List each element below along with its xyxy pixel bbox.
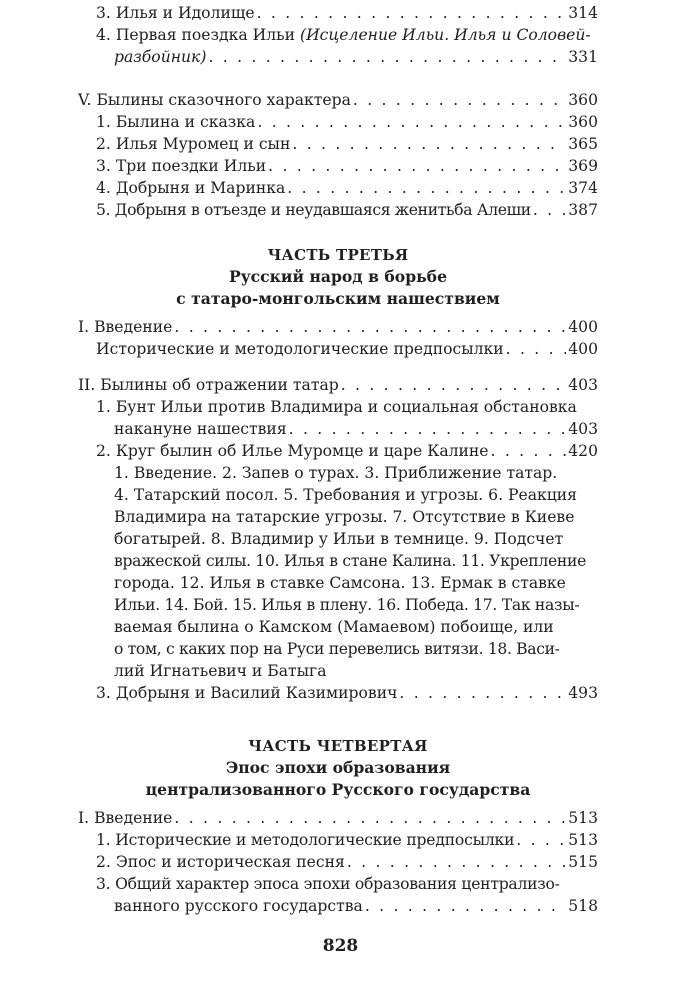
dot-leader	[506, 338, 567, 360]
part-title: Русский народ в борьбе	[228, 267, 448, 286]
toc-section-heading: II. Былины об отражении татар . . . 403	[78, 374, 598, 396]
dot-leader	[268, 155, 566, 177]
toc-section-heading: I. Введение . . . 513	[78, 807, 598, 829]
part-label: ЧАСТЬ ЧЕТВЕРТАЯ	[248, 737, 428, 755]
toc-part3-sec2	[78, 374, 598, 704]
dot-leader	[341, 374, 567, 396]
dot-leader	[257, 2, 567, 24]
toc-entry: 1. Бунт Ильи против Владимира и социальная обстановка накануне нашествия . . . 403	[78, 396, 598, 440]
dot-leader	[208, 46, 566, 68]
dot-leader	[174, 316, 566, 338]
dot-leader	[257, 111, 566, 133]
part-title: централизованного Русского государства	[145, 780, 531, 799]
toc-section-heading: V. Былины сказочного характера . . . 360	[78, 89, 598, 111]
part-title: с татаро-монгольским нашествием	[176, 289, 500, 308]
dot-leader	[516, 829, 566, 851]
toc-part3	[78, 316, 598, 360]
toc-entry: 3. Добрыня и Василий Казимирович . . . 493	[78, 682, 598, 704]
toc-subsections-paragraph: 1. Введение. 2. Запев о турах. 3. Приближение татар. 4. Татарский посол. 5. Требования и угрозы. 6. Реакция Владимира на татарские угрозы. 7. Отсутствие в Киеве богатырей. 8. Владимир у Ильи в темнице. 9. Подсчет вражеской силы. 10. Илья в стане Калина. 11. Укрепление города. 12. Илья в ставке Самсона. 13. Ермак в ставке Ильи. 14. Бой. 15. Илья в плену. 16. Победа. 17. Так назы- ваемая былина о Камском (Мамаевом) побоище, или о том, с каких пор на Руси перевелись витязи. 18. Васи- лий Игнатьевич и Батыга	[114, 464, 587, 680]
toc-entry: 1. Исторические и методологические предпосылки . . . 513	[78, 829, 598, 851]
toc-entry: 2. Илья Муромец и сын . . . 365	[78, 133, 598, 155]
toc-entry: 4. Добрыня и Маринка . . . 374	[78, 177, 598, 199]
toc-block-1	[78, 2, 598, 68]
part-label: ЧАСТЬ ТРЕТЬЯ	[267, 246, 409, 264]
toc-section-heading: I. Введение . . . 400	[78, 316, 598, 338]
page-number: 828	[322, 936, 359, 956]
toc-entry: 5. Добрыня в отъезде и неудавшаяся женитьба Алеши . . . 387	[78, 199, 598, 221]
toc-entry: 2. Круг былин об Илье Муромце и царе Калине . . . 420	[78, 440, 598, 462]
dot-leader	[347, 851, 566, 873]
dot-leader	[292, 133, 566, 155]
dot-leader	[491, 440, 567, 462]
part-title: Эпос эпохи образования	[225, 758, 451, 777]
toc-block-2	[78, 89, 598, 221]
dot-leader	[289, 418, 567, 440]
toc-entry: 1. Былина и сказка . . . 360	[78, 111, 598, 133]
dot-leader	[365, 895, 566, 917]
dot-leader	[174, 807, 566, 829]
toc-entry: 3. Общий характер эпоса эпохи образования централизо- ванного русского государства . . . 518	[78, 873, 598, 917]
dot-leader	[287, 177, 566, 199]
dot-leader	[399, 682, 566, 704]
toc-part4	[78, 807, 598, 917]
dot-leader	[353, 89, 566, 111]
dot-leader	[533, 199, 566, 221]
toc-entry: 4. Первая поездка Ильи (Исцеление Ильи. Илья и Соловей- разбойник) . . . 331	[78, 24, 598, 68]
toc-entry: 2. Эпос и историческая песня . . . 515	[78, 851, 598, 873]
toc-entry: Исторические и методологические предпосылки . . . 400	[78, 338, 598, 360]
toc-entry: 3. Илья и Идолище . . . 314	[78, 2, 598, 24]
toc-entry: 3. Три поездки Ильи . . . 369	[78, 155, 598, 177]
